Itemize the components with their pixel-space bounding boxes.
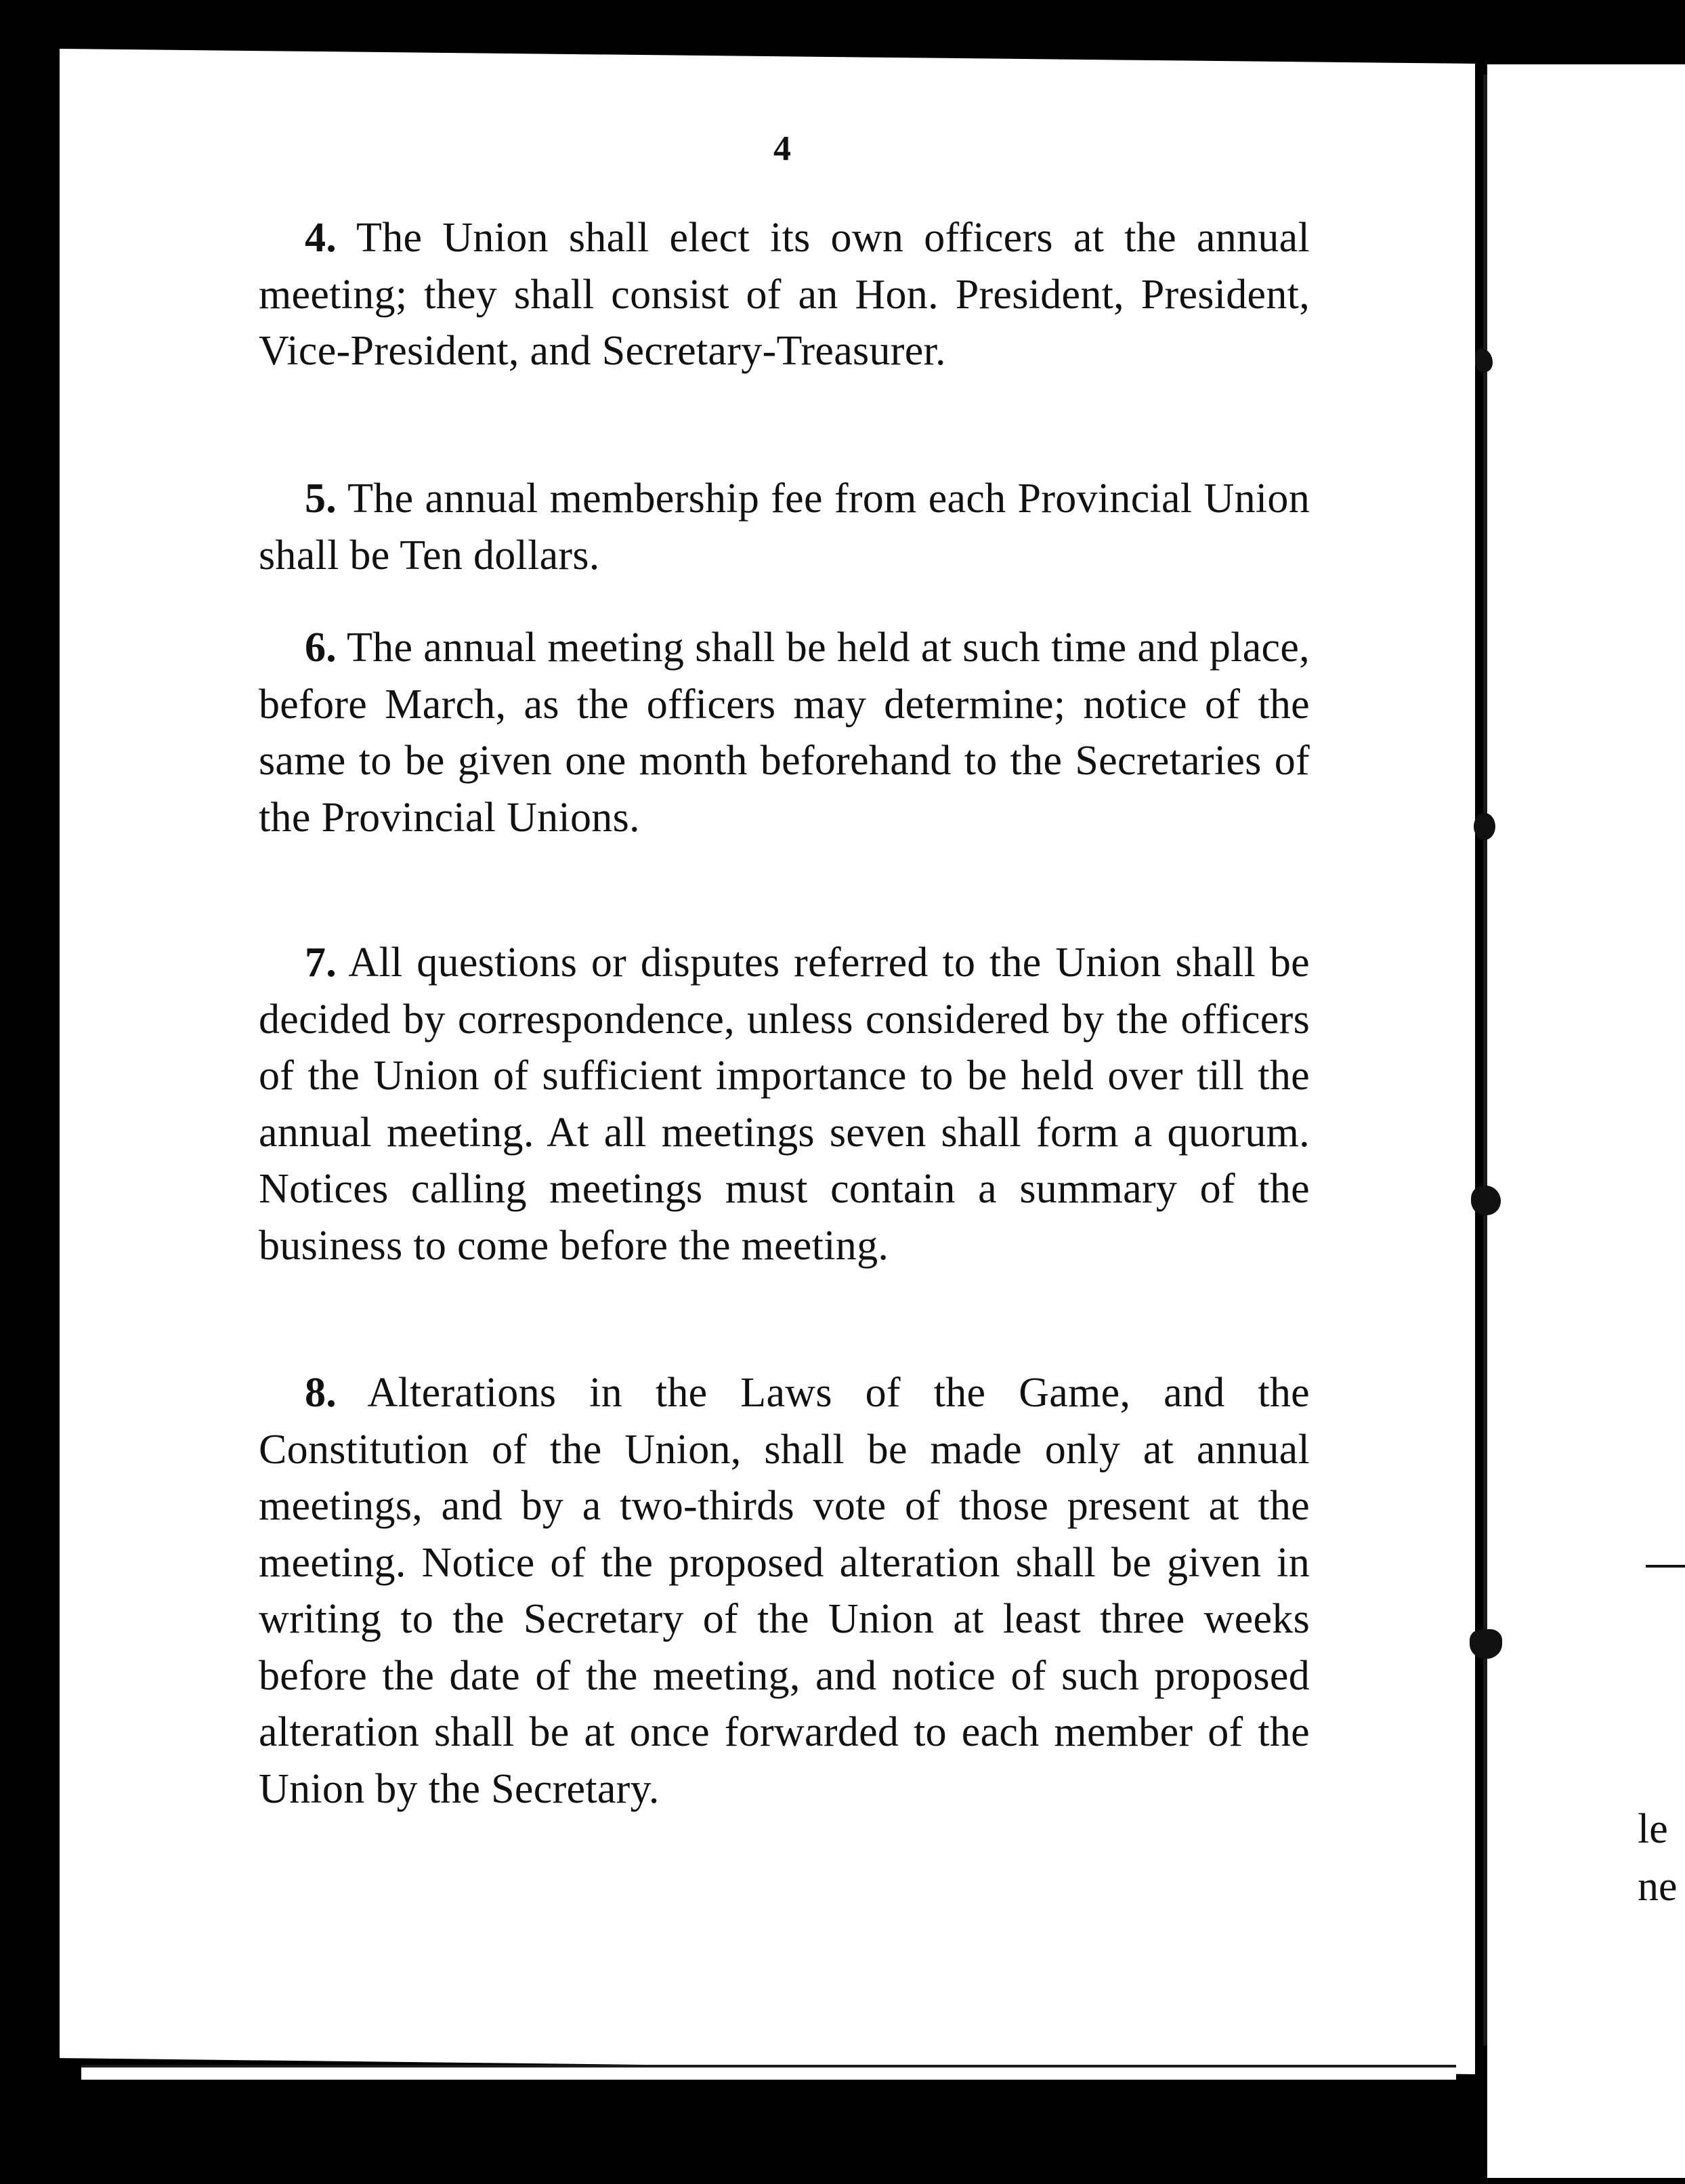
article-number: 5. bbox=[305, 476, 337, 522]
binding-stitch bbox=[1475, 349, 1493, 372]
article-number: 7. bbox=[305, 940, 337, 986]
article-number: 6. bbox=[305, 625, 337, 671]
article-text: The Union shall elect its own officers at the annual meeting; they shall consist of an Hon. President, President, Vice-President, and Secretary-Treasurer. bbox=[259, 215, 1310, 374]
article-6 bbox=[259, 620, 1310, 846]
article-5 bbox=[259, 471, 1310, 584]
binding-stitch bbox=[1471, 1185, 1501, 1215]
right-page-fragment: ne bbox=[1638, 1864, 1678, 1910]
right-page bbox=[1487, 64, 1685, 2178]
article-number: 4. bbox=[305, 215, 337, 261]
page-number: 4 bbox=[773, 129, 791, 168]
article-text: The annual membership fee from each Provincial Union shall be Ten dollars. bbox=[259, 476, 1310, 579]
binding-stitch bbox=[1474, 813, 1495, 840]
page-bottom-edge bbox=[81, 2065, 1456, 2080]
binding-stitch bbox=[1470, 1629, 1502, 1659]
book-gutter bbox=[1474, 75, 1494, 2046]
article-8 bbox=[259, 1365, 1310, 1818]
right-page-rule bbox=[1646, 1565, 1685, 1568]
article-4 bbox=[259, 210, 1310, 380]
right-page-fragment: le bbox=[1638, 1806, 1668, 1852]
article-7 bbox=[259, 935, 1310, 1274]
article-text: Alterations in the Laws of the Game, and the Constitution of the Union, shall be made only at annual meetings, and by a two-thirds vote of those present at the meeting. Notice of the proposed alteration shall be given in writing to the Secretary of the Union at least three weeks before the date of the meeting, and notice of such proposed alteration shall be at once forwarded to each member of the Union by the Secretary. bbox=[259, 1370, 1310, 1812]
article-number: 8. bbox=[305, 1370, 337, 1416]
article-text: All questions or disputes referred to the Union shall be decided by correspondence, unless considered by the officers of the Union of sufficient importance to be held over till the annual meeting. At all meetings seven shall form a quorum. Notices calling meetings must contain a summary of the business to come before the meeting. bbox=[259, 940, 1310, 1269]
article-text: The annual meeting shall be held at such time and place, before March, as the officers may determine; notice of the same to be given one month beforehand to the Secretaries of the Provincial Unions. bbox=[259, 625, 1310, 841]
